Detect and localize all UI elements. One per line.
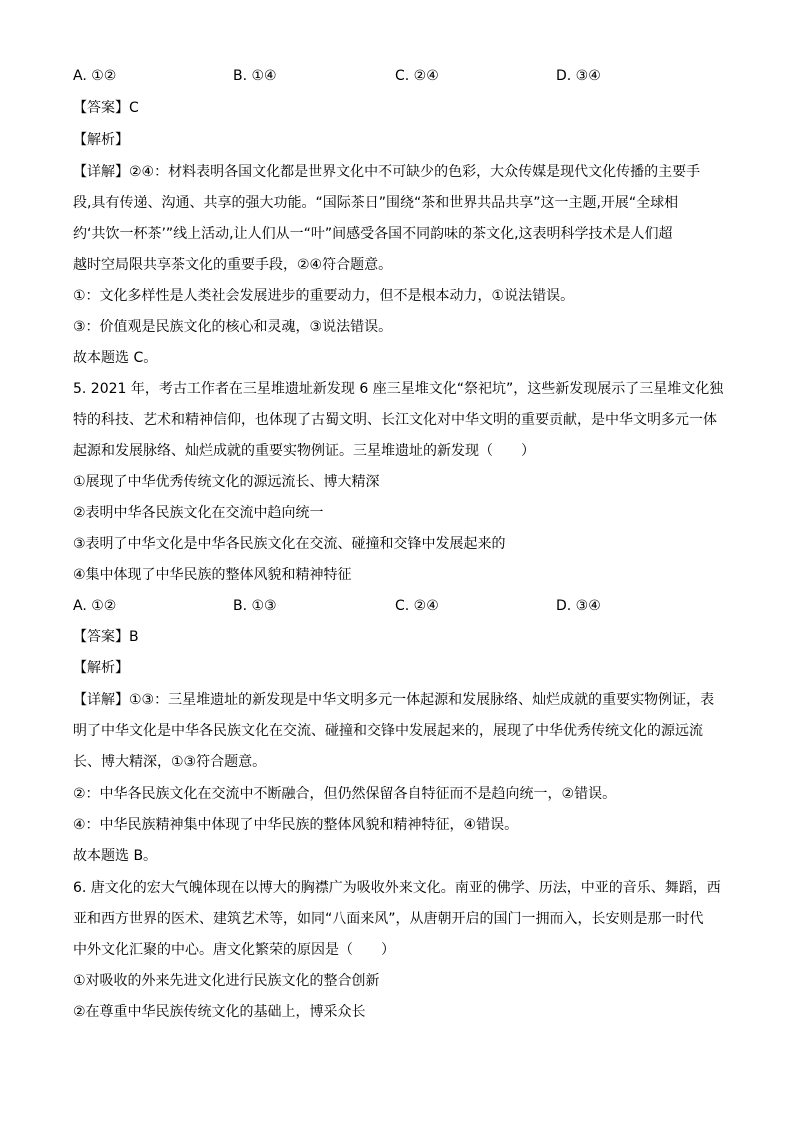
q4-answer: 【答案】C	[73, 100, 139, 116]
q5-statement: ①展现了中华优秀传统文化的源远流长、博大精深	[73, 474, 380, 490]
q4-option-c: C. ②④	[395, 68, 439, 84]
q6-statement: ①对吸收的外来先进文化进行民族文化的整合创新	[73, 973, 380, 989]
q5-conclusion: 故本题选 B。	[73, 848, 158, 864]
q5-note: ②：中华各民族文化在交流中不断融合，但仍然保留各自特征而不是趋向统一，②错误。	[73, 786, 617, 802]
q5-option-c: C. ②④	[395, 598, 439, 614]
q5-note: ④：中华民族精神集中体现了中华民族的整体风貌和精神特征，④错误。	[73, 817, 519, 833]
q5-stem-line: 起源和发展脉络、灿烂成就的重要实物例证。三星堆遗址的新发现（ ）	[73, 443, 535, 459]
q5-stem-line: 5. 2021 年，考古工作者在三星堆遗址新发现 6 座三星堆文化“祭祀坑”，这些新发现展示了三星堆文化独	[73, 381, 724, 397]
q4-note: ③：价值观是民族文化的核心和灵魂，③说法错误。	[73, 319, 393, 335]
q5-detail-line: 明了中华文化是中华各民族文化在交流、碰撞和交锋中发展起来的，展现了中华优秀传统文化的源远流	[73, 723, 703, 739]
q4-option-d: D. ③④	[556, 68, 601, 84]
q6-statement: ②在尊重中华民族传统文化的基础上，博采众长	[73, 1004, 366, 1020]
q6-stem-line: 中外文化汇聚的中心。唐文化繁荣的原因是（ ）	[73, 942, 395, 958]
q4-detail-line: 段,具有传递、沟通、共享的强大功能。“国际茶日”围绕“茶和世界共品共享”这一主题,开展“全球相	[73, 195, 679, 211]
q4-note: ①：文化多样性是人类社会发展进步的重要动力，但不是根本动力，①说法错误。	[73, 288, 575, 304]
q5-option-a: A. ①②	[73, 598, 117, 614]
q4-options	[73, 66, 723, 86]
q5-statement: ③表明了中华文化是中华各民族文化在交流、碰撞和交锋中发展起来的	[73, 536, 506, 552]
q4-analysis-label: 【解析】	[73, 132, 129, 148]
q4-detail-line: 越时空局限共享茶文化的重要手段，②④符合题意。	[73, 257, 393, 273]
q5-answer: 【答案】B	[73, 629, 139, 645]
q5-options	[73, 596, 723, 616]
q6-stem-line: 亚和西方世界的医术、建筑艺术等，如同“八面来风”，从唐朝开启的国门一拥而入，长安则是那一时代	[73, 911, 704, 927]
q5-statement: ④集中体现了中华民族的整体风貌和精神特征	[73, 567, 352, 583]
q6-stem-line: 6. 唐文化的宏大气魄体现在以博大的胸襟广为吸收外来文化。南亚的佛学、历法，中亚的音乐、舞蹈，西	[73, 880, 721, 896]
q5-stem-line: 特的科技、艺术和精神信仰，也体现了古蜀文明、长江文化对中华文明的重要贡献，是中华文明多元一体	[73, 412, 717, 428]
q4-option-a: A. ①②	[73, 68, 117, 84]
q4-detail-line: 约‘共饮一杯茶’”线上活动,让人们从一“叶”间感受各国不同韵味的茶文化,这表明科学技术是人们超	[73, 226, 673, 242]
q5-analysis-label: 【解析】	[73, 660, 129, 676]
q5-detail-line: 长、博大精深，①③符合题意。	[73, 754, 267, 770]
q4-option-b: B. ①④	[233, 68, 277, 84]
q5-detail-line: 【详解】①③：三星堆遗址的新发现是中华文明多元一体起源和发展脉络、灿烂成就的重要实物例证，表	[73, 692, 715, 708]
q4-detail-line: 【详解】②④：材料表明各国文化都是世界文化中不可缺少的色彩，大众传媒是现代文化传播的主要手	[73, 164, 701, 180]
q5-option-b: B. ①③	[233, 598, 277, 614]
q4-conclusion: 故本题选 C。	[73, 350, 158, 366]
q5-statement: ②表明中华各民族文化在交流中趋向统一	[73, 505, 324, 521]
q5-option-d: D. ③④	[556, 598, 601, 614]
